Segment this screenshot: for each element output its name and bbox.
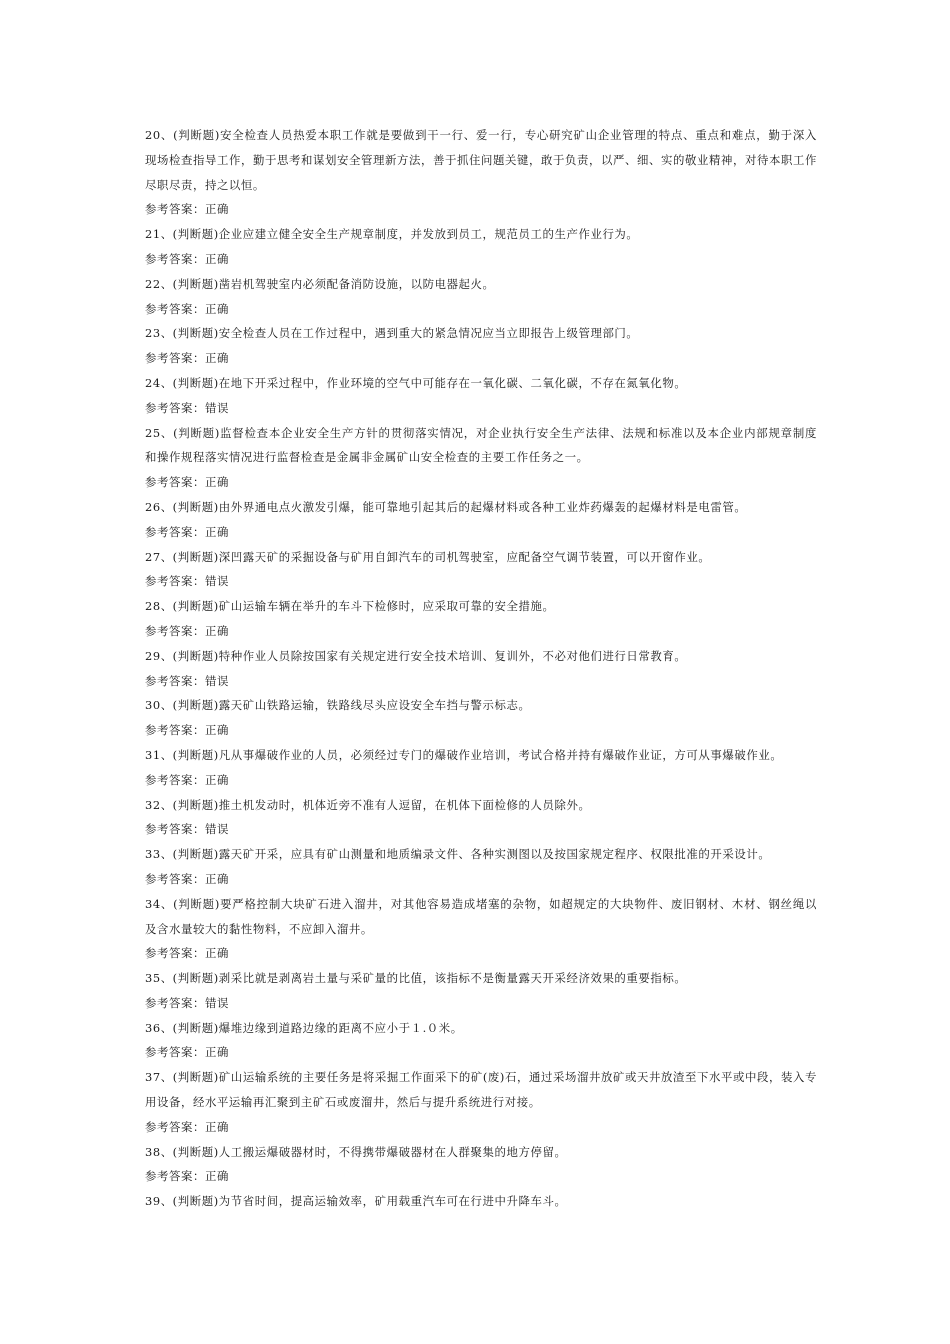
question-25: 25、(判断题)监督检查本企业安全生产方针的贯彻落实情况，对企业执行安全生产法律、法规和标准以及本企业内部规章制度和操作规程落实情况进行监督检查是金属非金属矿山安全检查的主要工作任务之一。: [145, 425, 817, 465]
answer-29: 参考答案：错误: [145, 673, 229, 688]
question-38: 38、(判断题)人工搬运爆破器材时，不得携带爆破器材在人群聚集的地方停留。: [145, 1144, 567, 1159]
answer-34: 参考答案：正确: [145, 946, 229, 961]
answer-23: 参考答案：正确: [145, 351, 229, 366]
answer-30: 参考答案：正确: [145, 723, 229, 738]
question-32: 32、(判断题)推土机发动时，机体近旁不准有人逗留，在机体下面检修的人员除外。: [145, 797, 591, 812]
answer-24: 参考答案：错误: [145, 400, 229, 415]
answer-32: 参考答案：错误: [145, 822, 229, 837]
answer-20: 参考答案：正确: [145, 202, 229, 217]
question-23: 23、(判断题)安全检查人员在工作过程中，遇到重大的紧急情况应当立即报告上级管理部门。: [145, 326, 639, 341]
answer-35: 参考答案：错误: [145, 995, 229, 1010]
question-22: 22、(判断题)凿岩机驾驶室内必须配备消防设施，以防电器起火。: [145, 276, 495, 291]
question-33: 33、(判断题)露天矿开采，应具有矿山测量和地质编录文件、各种实测图以及按国家规定程序、权限批准的开采设计。: [145, 847, 771, 862]
answer-33: 参考答案：正确: [145, 871, 229, 886]
question-37: 37、(判断题)矿山运输系统的主要任务是将采掘工作面采下的矿(废)石，通过采场溜井放矿或天井放渣至下水平或中段，装入专用设备，经水平运输再汇聚到主矿石或废溜井，然后与提升系统进行对接。: [145, 1070, 817, 1110]
answer-26: 参考答案：正确: [145, 524, 229, 539]
answer-25: 参考答案：正确: [145, 475, 229, 490]
answer-27: 参考答案：错误: [145, 574, 229, 589]
question-35: 35、(判断题)剥采比就是剥离岩土量与采矿量的比值，该指标不是衡量露天开采经济效果的重要指标。: [145, 971, 687, 986]
question-30: 30、(判断题)露天矿山铁路运输，铁路线尽头应设安全车挡与警示标志。: [145, 698, 531, 713]
question-20: 20、(判断题)安全检查人员热爱本职工作就是要做到干一行、爱一行，专心研究矿山企业管理的特点、重点和难点，勤于深入现场检查指导工作，勤于思考和谋划安全管理新方法，善于抓住问题关键，敢于负责，以严、细、实的敬业精神，对待本职工作尽职尽责，持之以恒。: [145, 128, 817, 192]
question-29: 29、(判断题)特种作业人员除按国家有关规定进行安全技术培训、复训外，不必对他们进行日常教育。: [145, 648, 687, 663]
question-27: 27、(判断题)深凹露天矿的采掘设备与矿用自卸汽车的司机驾驶室，应配备空气调节装置，可以开窗作业。: [145, 549, 711, 564]
answer-22: 参考答案：正确: [145, 301, 229, 316]
question-28: 28、(判断题)矿山运输车辆在举升的车斗下检修时，应采取可靠的安全措施。: [145, 599, 555, 614]
question-31: 31、(判断题)凡从事爆破作业的人员，必须经过专门的爆破作业培训，考试合格并持有爆破作业证，方可从事爆破作业。: [145, 747, 783, 762]
question-21: 21、(判断题)企业应建立健全安全生产规章制度，并发放到员工，规范员工的生产作业行为。: [145, 227, 639, 242]
answer-38: 参考答案：正确: [145, 1169, 229, 1184]
answer-36: 参考答案：正确: [145, 1045, 229, 1060]
answer-21: 参考答案：正确: [145, 251, 229, 266]
question-24: 24、(判断题)在地下开采过程中，作业环境的空气中可能存在一氧化碳、二氧化碳，不存在氮氧化物。: [145, 375, 687, 390]
question-26: 26、(判断题)由外界通电点火激发引爆，能可靠地引起其后的起爆材料或各种工业炸药爆轰的起爆材料是电雷管。: [145, 499, 747, 514]
answer-28: 参考答案：正确: [145, 623, 229, 638]
question-39: 39、(判断题)为节省时间，提高运输效率，矿用载重汽车可在行进中升降车斗。: [145, 1194, 567, 1209]
question-36: 36、(判断题)爆堆边缘到道路边缘的距离不应小于１.０米。: [145, 1020, 463, 1035]
answer-37: 参考答案：正确: [145, 1119, 229, 1134]
question-34: 34、(判断题)要严格控制大块矿石进入溜井，对其他容易造成堵塞的杂物，如超规定的大块物件、废旧钢材、木材、钢丝绳以及含水量较大的黏性物料，不应卸入溜井。: [145, 896, 817, 936]
answer-31: 参考答案：正确: [145, 772, 229, 787]
question-list: [145, 123, 817, 1214]
